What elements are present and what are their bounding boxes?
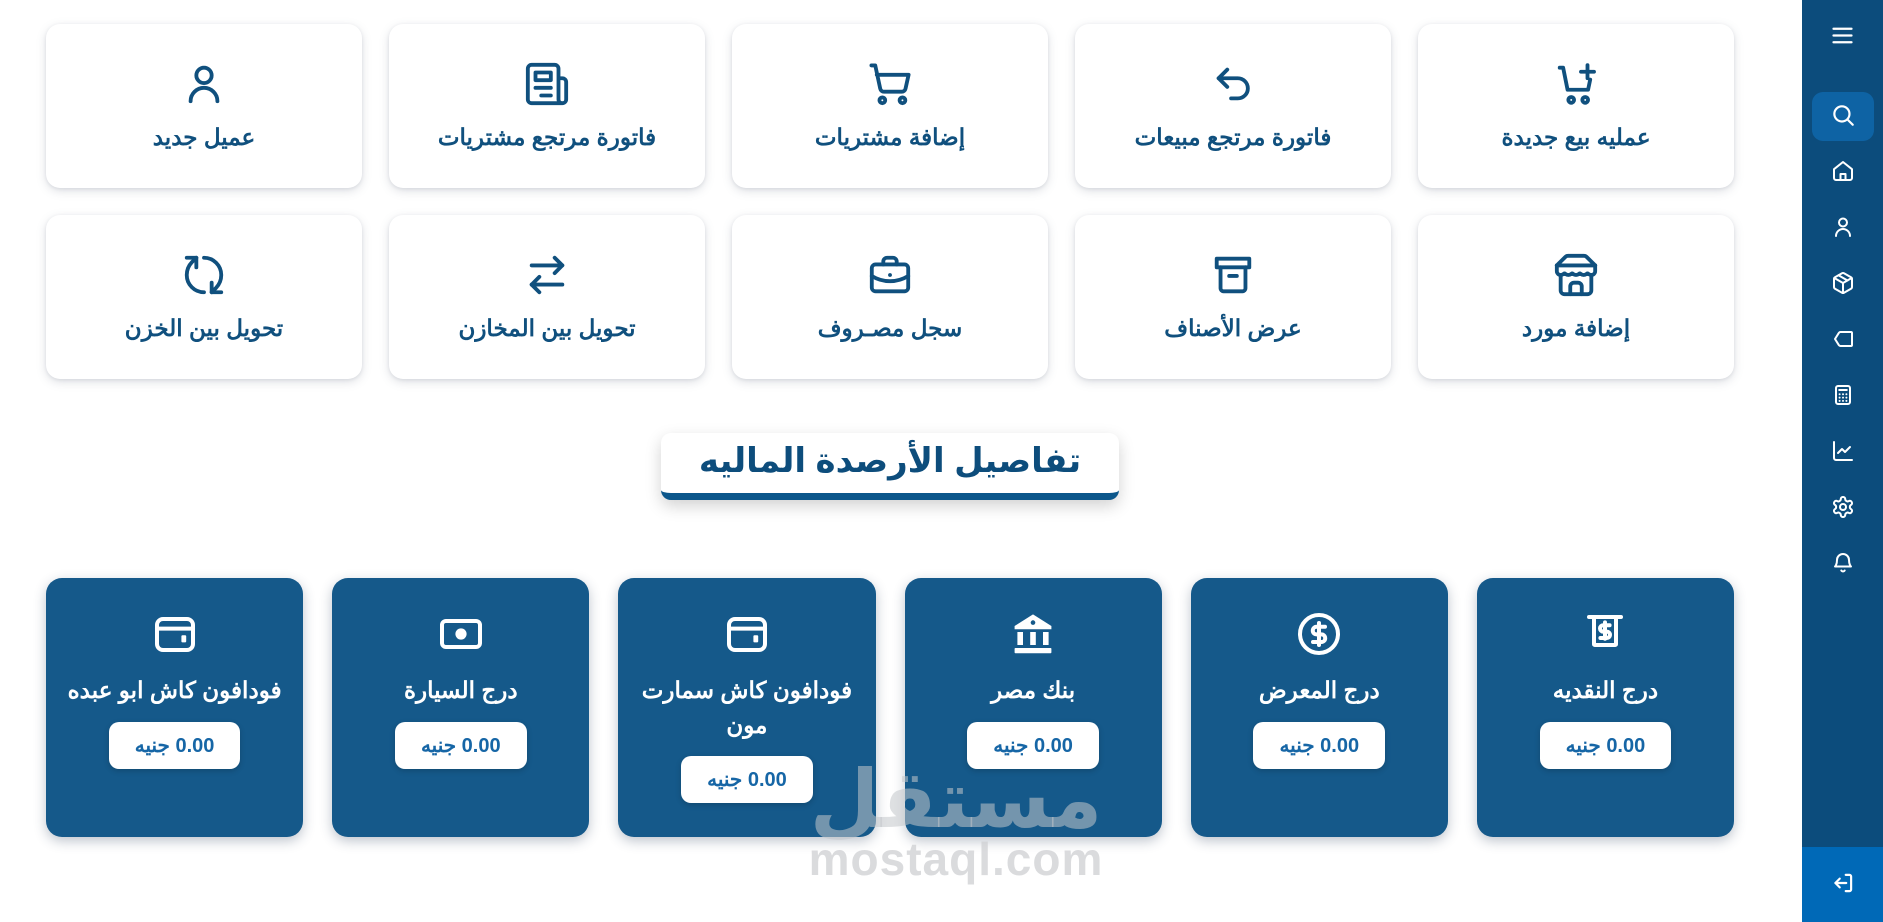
menu-icon xyxy=(1829,22,1856,52)
new-customer-icon xyxy=(181,61,227,110)
balance-banque-misr[interactable] xyxy=(905,578,1162,837)
balance-cash-drawer[interactable] xyxy=(1477,578,1734,837)
balance-name: درج النقديه xyxy=(1552,677,1659,703)
action-label: تحويل بين الخزن xyxy=(124,315,284,341)
watermark-latin: mostaql.com xyxy=(808,833,1104,885)
bell-icon xyxy=(1831,551,1855,578)
package-icon xyxy=(1831,271,1855,298)
chart-icon xyxy=(1831,439,1855,466)
quick-actions-grid xyxy=(46,24,1734,379)
logout-section xyxy=(1802,847,1883,922)
sidebar-item-notifications[interactable] xyxy=(1831,551,1855,578)
sidebar xyxy=(1802,0,1883,922)
sidebar-item-settings[interactable] xyxy=(1831,495,1855,522)
balances-grid xyxy=(46,578,1734,844)
sidebar-item-home[interactable] xyxy=(1831,159,1855,186)
action-add-purchases[interactable] xyxy=(732,24,1048,188)
balance-car-drawer[interactable] xyxy=(332,578,589,837)
action-label: عرض الأصناف xyxy=(1164,315,1302,341)
balance-name: درج المعرض xyxy=(1258,677,1380,703)
page-title: تفاصيل الأرصدة الماليه xyxy=(661,433,1119,500)
home-icon xyxy=(1831,159,1855,186)
watermark-arabic: مستقل xyxy=(809,755,1103,844)
bank-icon xyxy=(1009,610,1057,661)
transfer-arrows-icon xyxy=(524,252,570,301)
sidebar-nav xyxy=(1831,159,1855,578)
cash-drawer-icon xyxy=(1581,610,1629,661)
balance-name: فودافون كاش ابو عبده xyxy=(67,677,282,703)
action-sales-return-invoice[interactable] xyxy=(1075,24,1391,188)
action-label: عميل جديد xyxy=(152,124,256,150)
action-label: إضافة مشتريات xyxy=(814,124,966,150)
sidebar-item-invoices[interactable] xyxy=(1831,383,1855,410)
menu-button[interactable] xyxy=(1829,22,1856,52)
balance-vodafone-cash-abu-abdo[interactable] xyxy=(46,578,303,837)
store-icon xyxy=(1553,252,1599,301)
action-add-supplier[interactable] xyxy=(1418,215,1734,379)
items-box-icon xyxy=(1210,252,1256,301)
balance-amount: 0.00 جنيه xyxy=(681,756,813,803)
gear-icon xyxy=(1831,495,1855,522)
logout-icon xyxy=(1830,870,1856,899)
balance-amount: 0.00 جنيه xyxy=(967,722,1099,769)
action-expense-record[interactable] xyxy=(732,215,1048,379)
search-icon xyxy=(1830,102,1856,131)
action-label: فاتورة مرتجع مبيعات xyxy=(1134,124,1332,150)
action-transfer-warehouses[interactable] xyxy=(389,215,705,379)
action-new-sale[interactable] xyxy=(1418,24,1734,188)
action-purchase-return-invoice[interactable] xyxy=(389,24,705,188)
cart-plus-icon xyxy=(1553,61,1599,110)
action-label: فاتورة مرتجع مشتريات xyxy=(437,124,657,150)
undo-arrow-icon xyxy=(1210,61,1256,110)
action-new-customer[interactable] xyxy=(46,24,362,188)
briefcase-icon xyxy=(867,252,913,301)
sidebar-item-reports[interactable] xyxy=(1831,439,1855,466)
action-transfer-safes[interactable] xyxy=(46,215,362,379)
balance-amount: 0.00 جنيه xyxy=(1540,722,1672,769)
sync-arrows-icon xyxy=(181,252,227,301)
balance-name: فودافون كاش سمارت مون xyxy=(641,677,853,738)
action-label: سجل مصـروف xyxy=(817,315,963,341)
balance-amount: 0.00 جنيه xyxy=(395,722,527,769)
tag-icon xyxy=(1831,327,1855,354)
user-icon xyxy=(1831,215,1855,242)
balance-amount: 0.00 جنيه xyxy=(109,722,241,769)
banknote-icon xyxy=(437,610,485,661)
purchase-invoice-icon xyxy=(524,61,570,110)
wallet-icon xyxy=(723,610,771,661)
action-label: إضافة مورد xyxy=(1521,315,1631,341)
wallet-icon xyxy=(151,610,199,661)
sidebar-item-products[interactable] xyxy=(1831,271,1855,298)
logout-button[interactable] xyxy=(1830,870,1856,899)
sidebar-item-tags[interactable] xyxy=(1831,327,1855,354)
balance-vodafone-cash-smart-moon[interactable] xyxy=(618,578,875,837)
action-label: عمليه بيع جديدة xyxy=(1501,124,1651,150)
sidebar-item-customers[interactable] xyxy=(1831,215,1855,242)
action-view-items[interactable] xyxy=(1075,215,1391,379)
action-label: تحويل بين المخازن xyxy=(458,315,636,341)
section-title-wrap xyxy=(46,433,1734,500)
balance-name: بنك مصر xyxy=(991,677,1076,703)
calculator-icon xyxy=(1831,383,1855,410)
sidebar-item-search-active[interactable] xyxy=(1812,92,1874,141)
balance-amount: 0.00 جنيه xyxy=(1253,722,1385,769)
dollar-circle-icon xyxy=(1295,610,1343,661)
balance-showroom-drawer[interactable] xyxy=(1191,578,1448,837)
shopping-cart-icon xyxy=(867,61,913,110)
balance-name: درج السيارة xyxy=(403,677,518,703)
